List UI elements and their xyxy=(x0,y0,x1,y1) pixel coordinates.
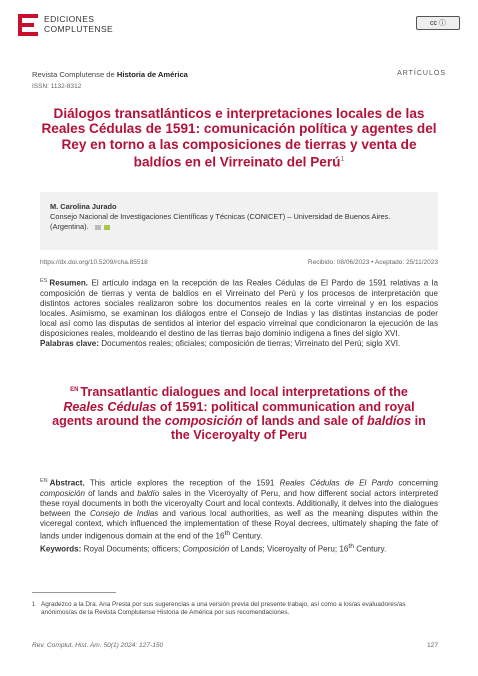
lang-tag-en: EN xyxy=(40,478,48,484)
title-footnote-mark[interactable]: 1 xyxy=(340,156,345,164)
title-en-italic: Reales Cédulas xyxy=(63,399,157,414)
article-title xyxy=(40,106,438,170)
abstract-en-italic: composición xyxy=(40,488,85,498)
keywords-en-label: Keywords: xyxy=(40,544,82,554)
keywords-es-text: Documentos reales; oficiales; composición de tierras; Virreinato del Perú; siglo XVI. xyxy=(101,339,401,349)
page-footer xyxy=(32,642,438,649)
issn: ISSN: 1132-8312 xyxy=(32,83,82,90)
abstract-en-sup: th xyxy=(224,530,231,538)
article-title-en xyxy=(50,383,428,443)
title-en-italic: baldíos xyxy=(367,414,412,428)
abstract-es xyxy=(40,276,438,349)
page-number: 127 xyxy=(426,642,438,649)
section-label: ARTÍCULOS xyxy=(397,70,446,77)
publisher-name xyxy=(44,14,113,34)
keywords-en-italic: Composición xyxy=(182,544,230,554)
abstract-en-text: and various local authorities, as well as the meaning disputes within the viceregal context, which influenced the implementation of these Royal decrees, ultimately shaping the fate of lands under indigenous domain at the end of the 16 xyxy=(40,508,439,541)
publisher-logo-icon xyxy=(18,14,38,36)
keywords-en-sup: th xyxy=(348,542,354,550)
journal-prefix: Revista Complutense de xyxy=(32,70,117,79)
publisher-line2: COMPLUTENSE xyxy=(44,24,114,34)
article-meta xyxy=(40,259,438,266)
page-header xyxy=(18,12,460,56)
abstract-en-italic: baldío xyxy=(137,488,160,498)
lang-tag-en-title: EN xyxy=(70,387,79,393)
abstract-en-text: This article explores the reception of the 1591 xyxy=(89,478,280,488)
journal-name xyxy=(32,70,188,79)
lang-tag-es: ES xyxy=(40,278,48,284)
keywords-en-text: of Lands; Viceroyalty of Peru; 16 xyxy=(229,544,349,554)
abstract-en-text: of lands and xyxy=(85,488,138,498)
keywords-es-label: Palabras clave: xyxy=(40,339,99,349)
author-affiliation xyxy=(50,212,428,232)
abstract-es-body xyxy=(40,276,438,339)
abstract-en-text: sales in the Viceroyalty of Peru, and how different social actors interpreted these royal documents in both the viceroyalty Court and local contexts. Additionally, it delves into the dialogues between the xyxy=(40,488,439,518)
footnote-text: Agradezco a la Dra. Ana Presta por sus sugerencias a una versión previa del presente trabajo, así como a los/as evaluadores/as anónimos/as de la Revista Complutense Historia de América por sus recomendaciones. xyxy=(41,601,406,617)
abstract-en-italic: Reales Cédulas de El Pardo xyxy=(279,478,394,488)
abstract-en-text: Century. xyxy=(230,531,263,541)
footnote-1 xyxy=(32,601,438,617)
title-en-part: Transatlantic dialogues and local interpretations of the xyxy=(80,385,408,400)
title-en-part: of lands and sale of xyxy=(242,414,368,428)
keywords-en xyxy=(40,542,438,555)
abstract-en xyxy=(40,476,438,555)
affiliation-text: Consejo Nacional de Investigaciones Científicas y Técnicas (CONICET) – Universidad de Buenos Aires. (Argentina). xyxy=(50,212,391,231)
abstract-en-body xyxy=(40,476,438,542)
abstract-en-text: concerning xyxy=(393,478,438,488)
title-en-italic: composición xyxy=(164,414,243,428)
footnote-divider xyxy=(32,592,116,593)
abstract-es-text: El artículo indaga en la recepción de las Reales Cédulas de El Pardo de 1591 relativas a la composición de tierras y venta de baldíos en el Virreinato del Perú y los procesos de interpretación que distintos actores sociales realizaron sobre los documentos reales en la corte virreinal y en los espacios locales. Asimismo, se examinan los diálogos entre el Consejo de Indias y las distintas instancias de poder local así como las disputas de sentidos al interior del espacio virreinal que condicionaron la ejecución de las disposiciones reales, moldeando el destino de las tierras bajo dominio indígena a fines del siglo XVI. xyxy=(40,278,438,339)
footer-citation: Rev. Complut. Hist. Am. 50(1) 2024: 127-150 xyxy=(32,642,164,649)
keywords-en-text: Century. xyxy=(353,544,387,554)
author-links xyxy=(95,225,110,230)
abstract-es-heading: Resumen. xyxy=(49,278,89,288)
doi-link[interactable]: https://dx.doi.org/10.5209/rcha.85518 xyxy=(40,259,148,266)
abstract-en-heading: Abstract. xyxy=(49,478,85,488)
title-text: Diálogos transatlánticos e interpretaciones locales de las Reales Cédulas de 1591: comunicación política y agentes del Rey en torno a las composiciones de tierras y venta de baldíos en el Virreinato del Perú xyxy=(41,106,437,170)
keywords-en-text: Royal Documents; officers; xyxy=(83,544,183,554)
received-accepted-dates: Recibido: 08/06/2023 • Aceptado: 25/11/2023 xyxy=(307,259,438,266)
orcid-icon[interactable] xyxy=(104,225,110,230)
author-box xyxy=(40,192,438,250)
email-icon[interactable] xyxy=(95,225,101,230)
abstract-en-italic: Consejo de Indias xyxy=(89,508,159,518)
title-en-part: of 1591: political communication and royal agents around the xyxy=(52,399,415,428)
footnote-number: 1 xyxy=(32,602,36,608)
author-name: M. Carolina Jurado xyxy=(50,202,117,211)
title-en-part: in the Viceroyalty of Peru xyxy=(170,414,426,443)
cc-license-badge[interactable]: cc ⓘ xyxy=(416,16,460,30)
keywords-es xyxy=(40,339,438,349)
journal-name-bold: Historia de América xyxy=(116,70,188,79)
journal-info xyxy=(32,70,446,79)
publisher-line1: EDICIONES xyxy=(44,14,95,24)
